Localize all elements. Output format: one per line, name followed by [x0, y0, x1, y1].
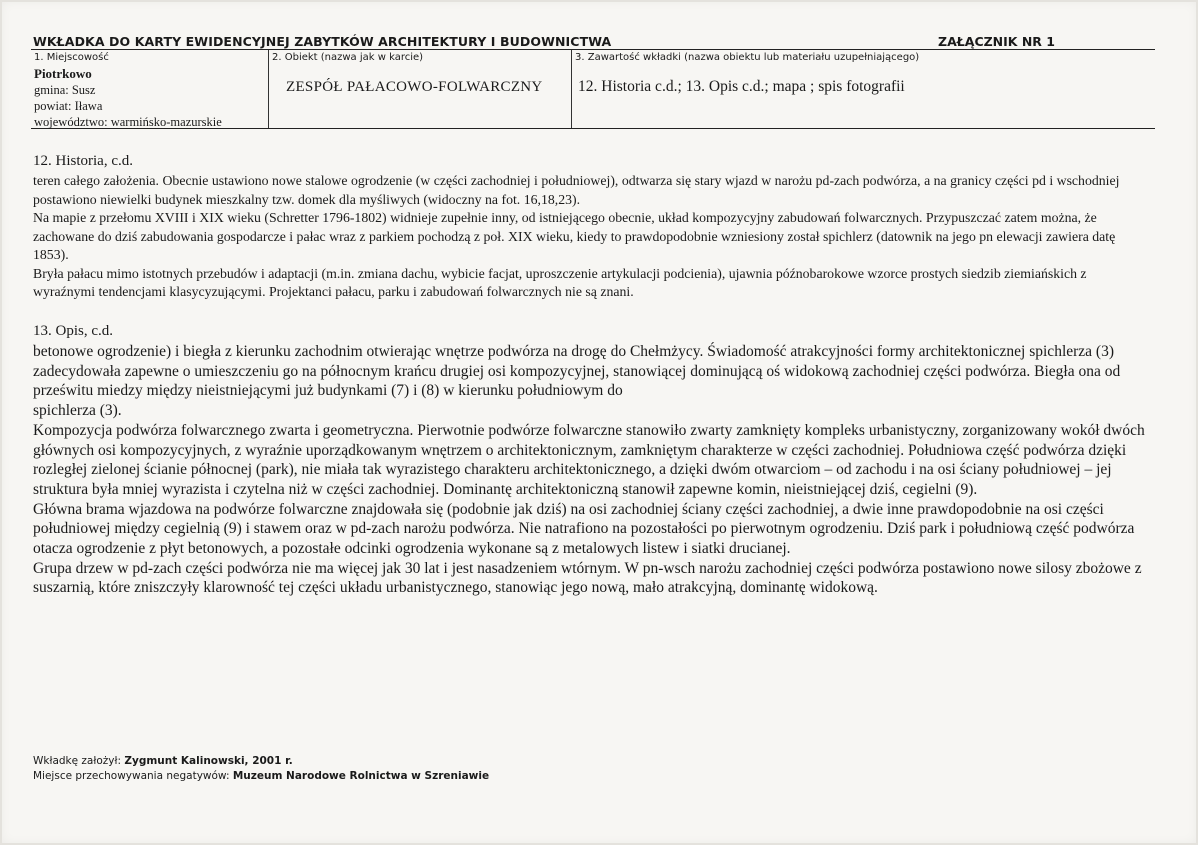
- location-label: 1. Miejscowość: [34, 52, 109, 63]
- location-powiat: powiat: Iława: [34, 99, 103, 113]
- contents-label: 3. Zawartość wkładki (nazwa obiektu lub materiału uzupełniającego): [575, 52, 920, 63]
- annex-number: ZAŁĄCZNIK NR 1: [938, 34, 1055, 49]
- author-value: Zygmunt Kalinowski, 2001 r.: [124, 755, 293, 767]
- storage-value: Muzeum Narodowe Rolnictwa w Szreniawie: [232, 770, 490, 782]
- section-description-heading: 13. Opis, c.d.: [33, 323, 113, 339]
- object-cell: [268, 50, 571, 128]
- author-line: [33, 754, 489, 769]
- object-name: ZESPÓŁ PAŁACOWO-FOLWARCZNY: [286, 79, 543, 95]
- section-history: [33, 153, 1148, 302]
- section-history-heading: 12. Historia, c.d.: [33, 153, 133, 169]
- contents-value: 12. Historia c.d.; 13. Opis c.d.; mapa ; spis fotografii: [578, 78, 905, 95]
- description-paragraph: betonowe ogrodzenie) i biegła z kierunku zachodnim otwierając wnętrze podwórza na drogę do Chełmżycy. Świadomość atrakcyjności formy architektonicznej spichlerza (3) zadecydowała zapewne o umieszczeniu go na północnym krańcu drugiej osi kompozycyjnej, stanowiącej dominującą oś widokową zachodniej części podwórza. Biegła ona od prześwitu miedzy między nieistniejącymi już budynkami (7) i (8) w kierunku południowym do: [33, 343, 1121, 400]
- author-label: Wkładkę założył:: [33, 755, 122, 767]
- history-paragraph: Na mapie z przełomu XVIII i XIX wieku (Schretter 1796-1802) widnieje zupełnie inny, od istniejącego obecnie, układ kompozycyjny zabudowań folwarcznych. Przypuszczać zatem można, że zachowane do dziś zabudowania gospodarcze i pałac wraz z parkiem pochodzą z poł. XIX wieku, kiedy to prawdopodobnie wzniesiony został spichlerz (datownik na jego pn elewacji zawiera datę 1853).: [33, 210, 1116, 262]
- document-footer: [33, 754, 489, 784]
- history-paragraph: teren całego założenia. Obecnie ustawiono nowe stalowe ogrodzenie (w części zachodniej i południowej), odtwarza się stary wjazd w narożu pd-zach podwórza, a na granicy części pd i wschodniej postawiono niewielki budynek mieszkalny tzw. domek dla myśliwych (widoczny na fot. 16,18,23).: [33, 173, 1120, 207]
- section-description: [33, 323, 1148, 598]
- history-paragraph: Bryła pałacu mimo istotnych przebudów i adaptacji (m.in. zmiana dachu, wybicie facjat, uproszczenie artykulacji podcienia), ujawnia późnobarokowe wzorce prostych siedzib ziemiańskich z wyraźnymi tendencjami klasycyzującymi. Projektanci pałacu, parku i zabudowań folwarcznych nie są znani.: [33, 265, 1087, 299]
- contents-cell: [571, 50, 1155, 128]
- description-paragraph: Główna brama wjazdowa na podwórze folwarczne znajdowała się (podobnie jak dziś) na osi zachodniej ściany części zachodniej, a dwie inne prawdopodobnie na osi części południowej między cegielnią (9) i stawem oraz w pd-zach narożu podwórza. Nie natrafiono na pozostałości po pierwotnym ogrodzeniu. Dziś park i południową część podwórza otacza ogrodzenie z płyt betonowych, a pozostałe odcinki ogrodzenia wykonane są z metalowych listew i siatki drucianej.: [33, 500, 1135, 558]
- location-name: Piotrkowo: [34, 66, 92, 81]
- storage-label: Miejsce przechowywania negatywów:: [33, 770, 230, 782]
- description-paragraph: Kompozycja podwórza folwarcznego zwarta i geometryczna. Pierwotnie podwórze folwarczne stanowiło zwarty zamknięty kompleks urbanistyczny, zorganizowany wokół dwóch głównych osi kompozycyjnych, z wyraźnie uporządkowanym wnętrzem o architektonicznym, zamkniętym charakterze w części zachodniej. Południowa część podwórza dzięki rozległej zielonej ścianie północnej (park), nie miała tak wyrazistego charakteru architektonicznego, a dzięki dwóm otwarciom – od zachodu i na osi ściany południowej – jej struktura była mniej wyrazista i czytelna niż w części zachodniej. Dominantę architektoniczną stanowił zapewne komin, nieistniejącej dziś, cegielni (9).: [33, 421, 1145, 498]
- object-label: 2. Obiekt (nazwa jak w karcie): [272, 52, 424, 63]
- description-paragraph: Grupa drzew w pd-zach części podwórza nie ma więcej jak 30 lat i jest nasadzeniem wtórnym. W pn-wsch narożu zachodniej części podwórza postawiono nowe silosy zbożowe z suszarnią, które zniszczyły klarowność tej części układu urbanistycznego, stanowiąc jego nową, mało atrakcyjną, dominantę widokową.: [33, 559, 1142, 597]
- description-paragraph: spichlerza (3).: [33, 402, 122, 420]
- location-gmina: gmina: Susz: [34, 83, 96, 97]
- location-voivodeship: województwo: warmińsko-mazurskie: [34, 115, 222, 129]
- header-table: [31, 49, 1155, 129]
- document-title: WKŁADKA DO KARTY EWIDENCYJNEJ ZABYTKÓW ARCHITEKTURY I BUDOWNICTWA: [33, 34, 612, 49]
- location-cell: [31, 50, 268, 128]
- storage-line: [33, 769, 489, 784]
